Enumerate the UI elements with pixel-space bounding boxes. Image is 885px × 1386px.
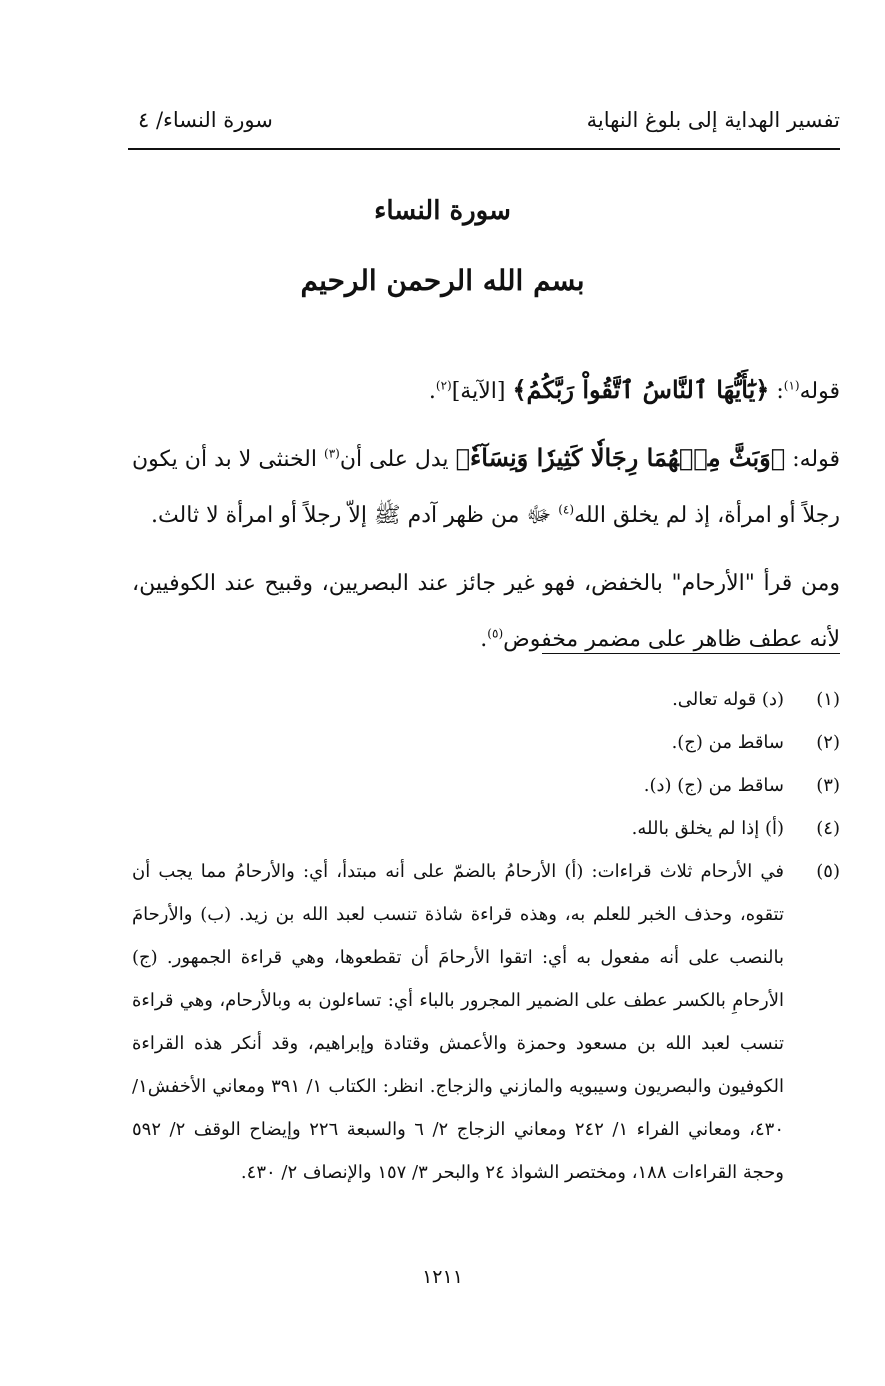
paragraph-1	[132, 362, 840, 420]
p1-prefix: قوله	[799, 379, 840, 404]
footnote-separator	[542, 653, 840, 654]
footnote-ref-5[interactable]: (٥)	[487, 626, 504, 641]
quran-verse-1: ﴿يَٰٓأَيُّهَا ٱلنَّاسُ ٱتَّقُواْ رَبَّكُمُ﴾	[512, 375, 770, 404]
footnote-ref-3[interactable]: (٣)	[324, 446, 340, 461]
footnote-ref-4[interactable]: (٤)	[558, 502, 575, 517]
p3-text: ومن قرأ "الأرحام" بالخفض، فهو غير جائز عند البصريين، وقبيح عند الكوفيين، لأنه عطف ظاهر على مضمر مخفوض	[132, 571, 840, 652]
footnote	[132, 678, 840, 721]
quran-verse-2: ﴿وَبَثَّ مِنۡهُمَا رِجَالٗا كَثِيرٗا وَنِسَآءٗ﴾	[455, 443, 786, 472]
page-number: ١٢١١	[422, 1266, 463, 1288]
paragraph-3	[132, 556, 840, 668]
main-text	[132, 362, 840, 680]
footnote	[132, 807, 840, 850]
footnote-number: (٢)	[816, 732, 840, 753]
footnote-text: ساقط من (ج).	[671, 732, 784, 753]
footnote-ref-2[interactable]: (٢)	[435, 378, 452, 393]
p1-end: .	[428, 379, 436, 404]
footnote-text: (أ) إذا لم يخلق بالله.	[631, 818, 784, 839]
footnote-text: في الأرحام ثلاث قراءات: (أ) الأرحامُ بالضمّ على أنه مبتدأ، أي: والأرحامُ مما يجب أن تتقوه، وحذف الخبر للعلم به، وهذه قراءة شاذة تنسب لعبد الله بن زيد. (ب) والأرحامَ بالنصب على أنه مفعول به أي: اتقوا الأرحامَ أن تقطعوها، وهي قراءة الجمهور. (ج) الأرحامِ بالكسر عطف على الضمير المجرور بالباء أي: تساءلون به وبالأرحام، وهي قراءة تنسب لعبد الله بن مسعود وحمزة والأعمش وقتادة وإبراهيم، وقد أنكر هذه القراءة الكوفيون والبصريون وسيبويه والمازني والزجاج. انظر: الكتاب ١/ ٣٩١ ومعاني الأخفش١/ ٤٣٠، ومعاني الفراء ١/ ٢٤٢ ومعاني الزجاج ٢/ ٦ والسبعة ٢٢٦ وإيضاح الوقف ٢/ ٥٩٢ وحجة القراءات ١٨٨، ومختصر الشواذ ٢٤ والبحر ٣/ ١٥٧ والإنصاف ٢/ ٤٣٠.	[132, 861, 785, 1183]
footnote-number: (٥)	[816, 861, 840, 882]
p1-colon: :	[769, 379, 784, 404]
footnote-number: (٣)	[816, 775, 840, 796]
section-label: سورة النساء/ ٤	[138, 108, 273, 132]
footnote	[132, 850, 840, 1194]
paragraph-2	[132, 430, 840, 544]
basmala: بسم الله الرحمن الرحيم	[300, 264, 585, 297]
p2-after-note3: الخنثى لا بد أن يكون رجلاً أو امرأة، إذ لم يخلق الله	[132, 447, 840, 528]
footnote-text: ساقط من (ج) (د).	[643, 775, 784, 796]
footnote-text: (د) قوله تعالى.	[672, 689, 784, 710]
header-rule	[128, 148, 840, 150]
footnote-number: (٤)	[816, 818, 840, 839]
footnote-number: (١)	[816, 689, 840, 710]
footnote-ref-1[interactable]: (١)	[783, 378, 800, 393]
book-title: تفسير الهداية إلى بلوغ النهاية	[586, 108, 840, 132]
p2-prefix: قوله:	[785, 447, 840, 472]
footnotes	[132, 678, 840, 1194]
p3-end: .	[480, 627, 488, 652]
surah-title: سورة النساء	[374, 196, 511, 226]
p1-tail: [الآية]	[451, 379, 513, 404]
p2-end: ﷻ من ظهر آدم ﷺ إلاّ رجلاً أو امرأة لا ثالث.	[150, 503, 559, 528]
p2-mid: يدل على أن	[339, 447, 456, 472]
running-header	[128, 108, 840, 142]
footnote	[132, 764, 840, 807]
footnote	[132, 721, 840, 764]
